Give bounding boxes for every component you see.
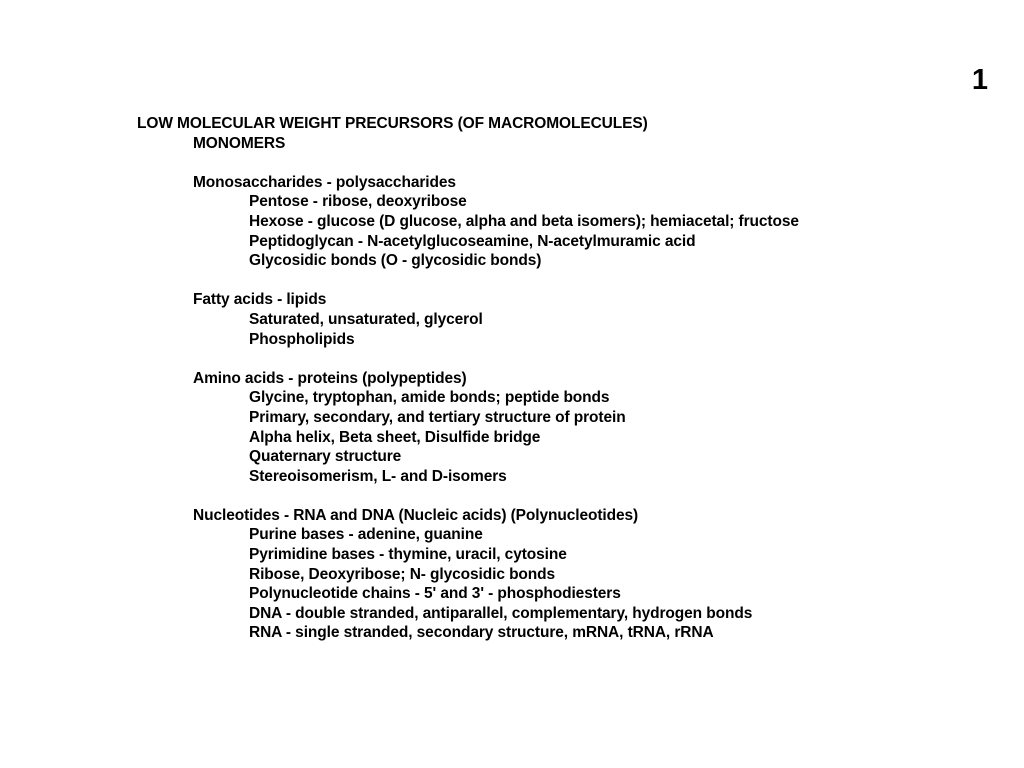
section-nucleotides bbox=[137, 506, 997, 643]
section-item: Saturated, unsaturated, glycerol bbox=[249, 310, 483, 328]
document-subtitle: MONOMERS bbox=[193, 134, 286, 152]
spacer bbox=[137, 349, 997, 369]
section-item: Ribose, Deoxyribose; N- glycosidic bonds bbox=[249, 565, 556, 583]
section-item: Hexose - glucose (D glucose, alpha and beta isomers); hemiacetal; fructose bbox=[249, 212, 799, 230]
section-heading: Amino acids - proteins (polypeptides) bbox=[193, 369, 467, 387]
section-heading: Monosaccharides - polysaccharides bbox=[193, 173, 456, 191]
section-item: Pentose - ribose, deoxyribose bbox=[249, 193, 467, 211]
section-item: Stereoisomerism, L- and D-isomers bbox=[249, 467, 507, 485]
section-item: Primary, secondary, and tertiary structure of protein bbox=[249, 408, 626, 426]
section-monosaccharides bbox=[137, 173, 997, 271]
spacer bbox=[137, 153, 997, 173]
section-item: Pyrimidine bases - thymine, uracil, cytosine bbox=[249, 546, 567, 564]
section-heading: Fatty acids - lipids bbox=[193, 291, 327, 309]
page-number: 1 bbox=[971, 64, 988, 96]
document-title: LOW MOLECULAR WEIGHT PRECURSORS (OF MACROMOLECULES) bbox=[137, 115, 648, 132]
section-amino-acids bbox=[137, 369, 997, 487]
section-item: Alpha helix, Beta sheet, Disulfide bridge bbox=[249, 428, 541, 446]
section-item: Phospholipids bbox=[249, 330, 355, 348]
spacer bbox=[137, 271, 997, 291]
section-heading: Nucleotides - RNA and DNA (Nucleic acids) (Polynucleotides) bbox=[193, 506, 639, 524]
section-fatty-acids bbox=[137, 290, 997, 349]
section-item: Glycine, tryptophan, amide bonds; peptide bonds bbox=[249, 389, 610, 407]
section-item: Polynucleotide chains - 5' and 3' - phosphodiesters bbox=[249, 585, 621, 603]
section-item: DNA - double stranded, antiparallel, complementary, hydrogen bonds bbox=[249, 604, 753, 622]
section-item: Glycosidic bonds (O - glycosidic bonds) bbox=[249, 252, 542, 270]
section-item: RNA - single stranded, secondary structure, mRNA, tRNA, rRNA bbox=[249, 624, 714, 642]
section-item: Purine bases - adenine, guanine bbox=[249, 526, 483, 544]
section-item: Quaternary structure bbox=[249, 448, 402, 466]
document-body bbox=[137, 114, 997, 643]
spacer bbox=[137, 486, 997, 506]
section-item: Peptidoglycan - N-acetylglucoseamine, N-acetylmuramic acid bbox=[249, 232, 696, 250]
